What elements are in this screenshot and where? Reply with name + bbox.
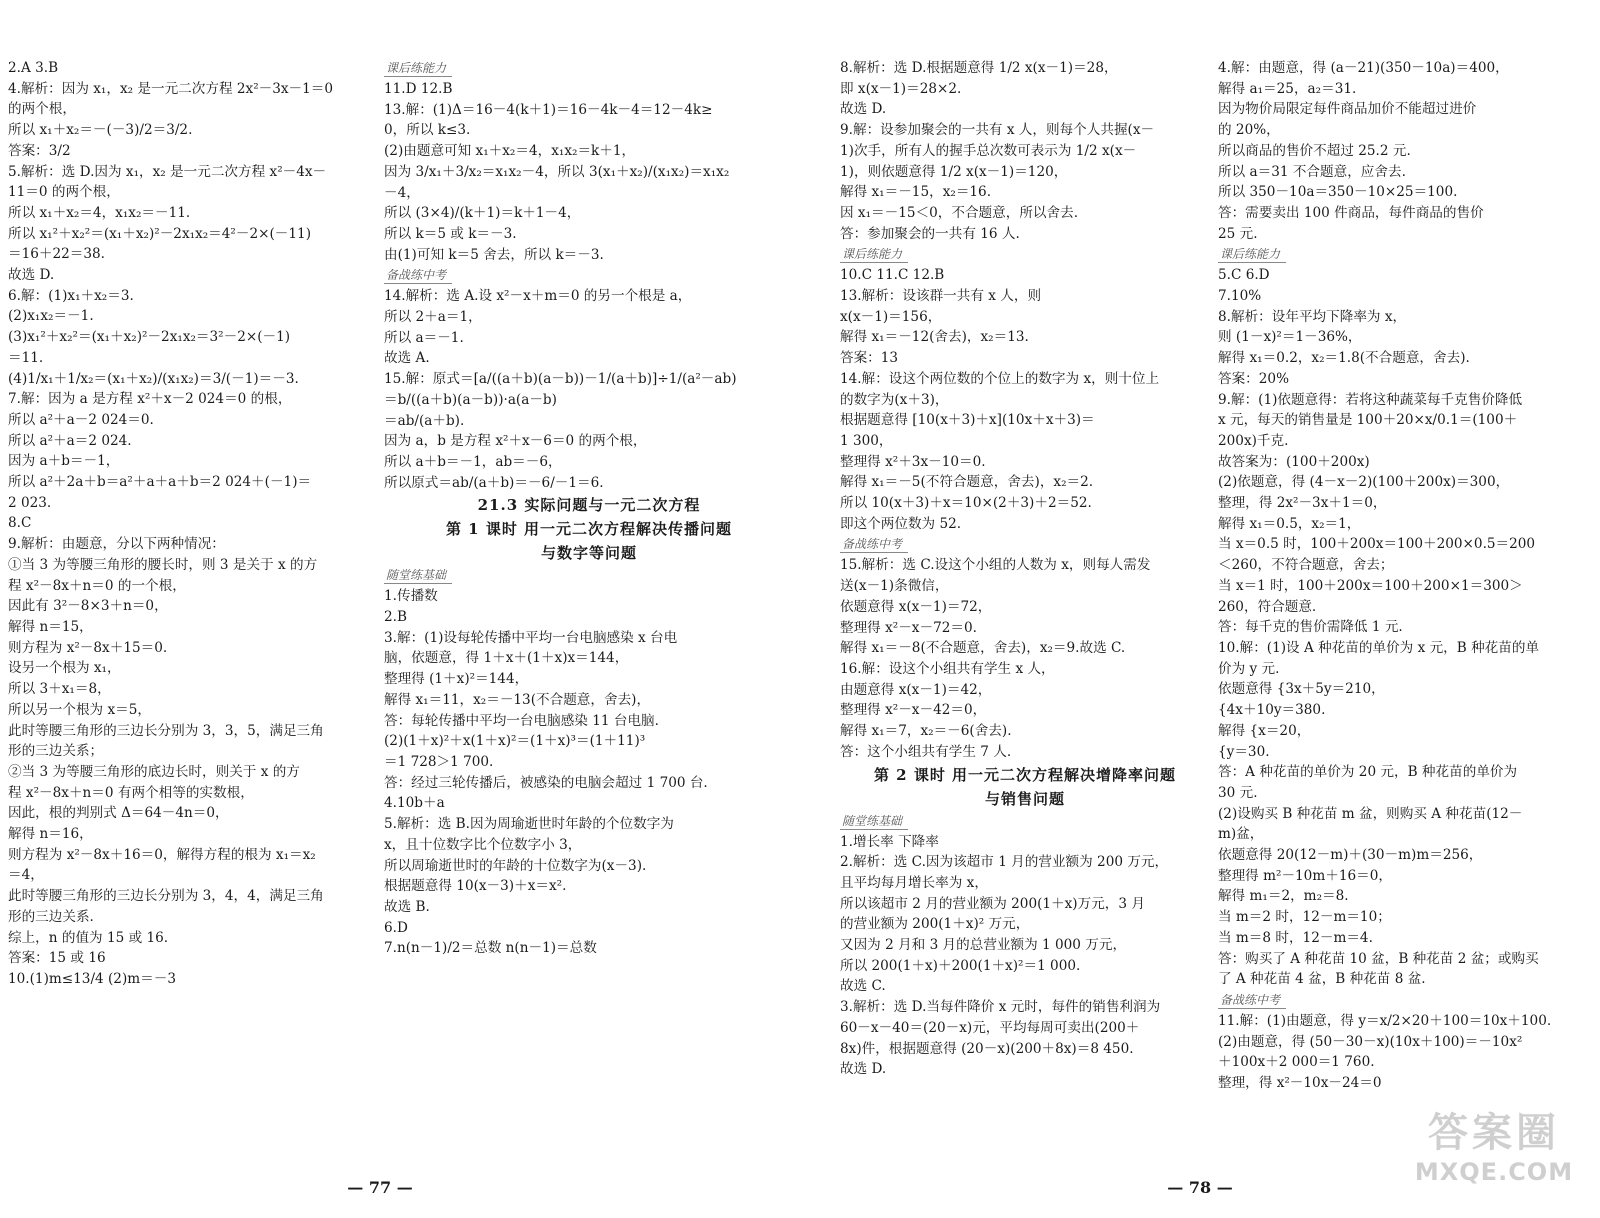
text-line: 所以 k＝5 或 k＝－3.	[384, 225, 517, 242]
text-line: 因此有 3²－8×3＋n＝0，	[8, 598, 168, 615]
text-line: 由(1)可知 k＝5 舍去，所以 k＝－3.	[384, 246, 604, 263]
text-line: 6.解：(1)x₁＋x₂＝3.	[8, 287, 134, 304]
text-line: 故选 B.	[384, 898, 430, 915]
section-tag-row	[1218, 990, 1598, 1011]
text-line: 25 元.	[1218, 225, 1258, 242]
text-line: 所以 x₁²＋x₂²＝(x₁＋x₂)²－2x₁x₂＝4²－2×(－11)	[8, 225, 312, 242]
text-line: 整理，得 x²－10x－24＝0	[1218, 1075, 1382, 1092]
text-line: ＝11.	[8, 349, 44, 366]
text-line: 的 20%，	[1218, 122, 1280, 139]
text-line: 15.解析：选 C.设这个小组的人数为 x，则每人需发	[840, 557, 1151, 574]
text-line: 解得 x₁＝－8(不合题意，舍去)，x₂＝9.故选 C.	[840, 640, 1126, 657]
text-line: 且平均每月增长率为 x，	[840, 874, 988, 891]
text-line: 程 x²－8x＋n＝0 的一个根，	[8, 577, 186, 594]
text-line: 由题意得 x(x－1)＝42，	[840, 681, 992, 698]
section-tag: 课后练能力	[384, 60, 452, 77]
text-line: x 元，每天的销售量是 100＋20×x/0.1＝(100＋	[1218, 412, 1518, 429]
text-line: 8.解析：选 D.根据题意得 1/2 x(x－1)＝28，	[840, 60, 1118, 76]
right-column-1	[840, 58, 1210, 1080]
text-line: 整理，得 2x²－3x＋1＝0，	[1218, 495, 1387, 512]
text-line: 整理得 x²－x－72＝0.	[840, 619, 977, 636]
text-line: 所以原式＝ab/(a＋b)＝－6/－1＝6.	[384, 474, 604, 491]
text-line: 所以 a＝31 不合题意，应舍去.	[1218, 163, 1406, 180]
text-line: 所以 10(x＋3)＋x＝10×(2＋3)＋2＝52.	[840, 495, 1092, 512]
text-line: 的营业额为 200(1＋x)² 万元，	[840, 916, 1030, 933]
text-line: 所以 350－10a＝350－10×25＝100.	[1218, 184, 1458, 201]
text-line: 13.解析：设该群一共有 x 人，则	[840, 288, 1042, 305]
text-line: 因 x₁＝－15＜0，不合题意，所以舍去.	[840, 204, 1079, 221]
text-line: 形的三边关系.	[8, 908, 94, 925]
text-line: 答：每千克的售价需降低 1 元.	[1218, 619, 1403, 636]
text-line: 所以该超市 2 月的营业额为 200(1＋x)万元，3 月	[840, 895, 1145, 912]
section-tag: 课后练能力	[1218, 246, 1286, 263]
text-line: 所以另一个根为 x＝5，	[8, 701, 151, 718]
text-line: 解得 x₁＝7，x₂＝－6(舍去).	[840, 723, 1012, 740]
text-line: 4.10b＋a	[384, 795, 445, 812]
section-tag-row	[384, 265, 794, 286]
text-line: m)盆，	[1218, 826, 1264, 843]
section-tag-row	[840, 534, 1210, 555]
text-line: 故答案为：(100＋200x)	[1218, 453, 1370, 470]
text-line: ＝ab/(a＋b).	[384, 412, 465, 429]
text-line: 即这个两位数为 52.	[840, 515, 962, 532]
text-line: 脑，依题意，得 1＋x＋(1＋x)x＝144，	[384, 650, 629, 667]
text-line: 此时等腰三角形的三边长分别为 3，4，4，满足三角	[8, 888, 324, 905]
text-line: x(x－1)＝156，	[840, 308, 942, 325]
text-line: 解得 x₁＝－15，x₂＝16.	[840, 184, 992, 201]
text-line: 则方程为 x²－8x＋15＝0.	[8, 639, 168, 656]
text-line: (2)(1＋x)²＋x(1＋x)²＝(1＋x)³＝(1＋11)³	[384, 733, 646, 750]
watermark-logo	[1394, 1101, 1594, 1196]
text-line: 所以 x₁＋x₂＝4，x₁x₂＝－11.	[8, 204, 191, 221]
text-line: 因为 a，b 是方程 x²＋x－6＝0 的两个根，	[384, 433, 647, 450]
text-line: 解得 n＝15，	[8, 618, 93, 635]
text-line: 答案：3/2	[8, 142, 71, 159]
section-tag: 随堂练基础	[840, 813, 908, 830]
text-line: 形的三边关系；	[8, 743, 104, 760]
text-line: 当 x＝0.5 时，100＋200x＝100＋200×0.5＝200	[1218, 536, 1536, 553]
text-line: 所以商品的售价不超过 25.2 元.	[1218, 142, 1411, 159]
text-line: (4)1/x₁＋1/x₂＝(x₁＋x₂)/(x₁x₂)＝3/(－1)＝－3.	[8, 370, 299, 387]
page-number: — 78 —	[1167, 1178, 1233, 1197]
text-line: 答：购买了 A 种花苗 10 盆，B 种花苗 2 盆；或购买	[1218, 950, 1539, 967]
text-line: 9.解：(1)依题意得：若将这种蔬菜每千克售价降低	[1218, 391, 1523, 408]
text-line: 故选 A.	[384, 350, 430, 367]
text-line: ＝16＋22＝38.	[8, 246, 105, 263]
text-line: 答：需要卖出 100 件商品，每件商品的售价	[1218, 204, 1484, 221]
text-line: 10.解：(1)设 A 种花苗的单价为 x 元，B 种花苗的单	[1218, 639, 1540, 656]
text-line: (2)依题意，得 (4－x－2)(100＋200x)＝300，	[1218, 474, 1510, 491]
text-line: 依题意得 {3x＋5y＝210，	[1218, 681, 1385, 698]
text-line: 根据题意得 [10(x＋3)＋x](10x＋x＋3)＝	[840, 412, 1095, 429]
text-line: 4.解：由题意，得 (a－21)(350－10a)＝400，	[1218, 60, 1509, 76]
section-heading: 第 1 课时 用一元二次方程解决传播问题	[445, 520, 733, 539]
text-line: 因为物价局限定每件商品加价不能超过进价	[1218, 101, 1477, 118]
text-line: 7.n(n－1)/2＝总数 n(n－1)＝总数	[384, 940, 597, 957]
text-line: 整理得 (1＋x)²＝144，	[384, 671, 529, 688]
section-heading: 与数字等问题	[540, 544, 637, 563]
text-line: 11.D 12.B	[384, 81, 453, 97]
text-line: 答：每轮传播中平均一台电脑感染 11 台电脑.	[384, 712, 659, 729]
section-tag-row	[840, 811, 1210, 832]
text-line: 故选 D.	[8, 267, 55, 284]
text-line: ①当 3 为等腰三角形的腰长时，则 3 是关于 x 的方	[8, 556, 318, 573]
text-line: 13.解：(1)Δ＝16－4(k＋1)＝16－4k－4＝12－4k≥	[384, 101, 713, 118]
text-line: 7.10%	[1218, 288, 1262, 305]
text-line: 当 x＝1 时，100＋200x＝100＋200×1＝300＞	[1218, 577, 1523, 594]
text-line: 所以 a＋b＝－1，ab＝－6，	[384, 453, 562, 470]
text-line: 根据题意得 10(x－3)＋x＝x².	[384, 878, 567, 895]
text-line: 所以 200(1＋x)＋200(1＋x)²＝1 000.	[840, 957, 1081, 974]
section-heading: 与销售问题	[984, 789, 1065, 808]
section-tag-row	[384, 565, 794, 586]
text-line: 2.解析：选 C.因为该超市 1 月的营业额为 200 万元，	[840, 854, 1169, 871]
text-line: 所以 a²＋2a＋b＝a²＋a＋a＋b＝2 024＋(－1)＝	[8, 474, 312, 491]
text-line: 送(x－1)条微信，	[840, 578, 949, 595]
text-line: 故选 C.	[840, 978, 886, 995]
text-line: 解得 x₁＝0.5，x₂＝1，	[1218, 515, 1361, 532]
text-line: 10.C 11.C 12.B	[840, 267, 945, 284]
text-line: 9.解：设参加聚会的一共有 x 人，则每个人共握(x－	[840, 122, 1155, 139]
text-line: ＋100x＋2 000＝1 760.	[1218, 1054, 1375, 1071]
text-line: 所以 x₁＋x₂＝－(－3)/2＝3/2.	[8, 122, 193, 139]
text-line: 答：经过三轮传播后，被感染的电脑会超过 1 700 台.	[384, 774, 708, 791]
text-line: 1)，则依题意得 1/2 x(x－1)＝120，	[840, 163, 1068, 180]
text-line: (2)由题意可知 x₁＋x₂＝4，x₁x₂＝k＋1，	[384, 143, 636, 160]
text-line: 解得 x₁＝0.2，x₂＝1.8(不合题意，舍去).	[1218, 350, 1470, 367]
text-line: 了 A 种花苗 4 盆，B 种花苗 8 盆.	[1218, 971, 1426, 988]
text-line: (2)x₁x₂＝－1.	[8, 308, 94, 325]
text-line: 的数字为(x＋3)，	[840, 391, 949, 408]
text-line: 即 x(x－1)＝28×2.	[840, 80, 962, 97]
text-line: 又因为 2 月和 3 月的总营业额为 1 000 万元，	[840, 937, 1127, 954]
text-line: ＜260，不符合题意，舍去；	[1218, 557, 1394, 574]
text-line: 当 m＝2 时，12－m＝10；	[1218, 909, 1391, 926]
section-tag: 备战练中考	[384, 267, 452, 284]
text-line: ＝1 728＞1 700.	[384, 753, 494, 770]
text-line: (2)设购买 B 种花苗 m 盆，则购买 A 种花苗(12－	[1218, 805, 1523, 822]
text-line: 11＝0 的两个根，	[8, 184, 120, 201]
right-page	[800, 0, 1600, 1218]
text-line: 15.解：原式＝[a/((a＋b)(a－b))－1/(a＋b)]÷1/(a²－ab)	[384, 371, 737, 388]
text-line: 14.解析：选 A.设 x²－x＋m＝0 的另一个根是 a，	[384, 288, 692, 305]
text-line: 2.B	[384, 609, 407, 626]
watermark-logo-text: 答案圈	[1428, 1110, 1560, 1156]
section-tag: 课后练能力	[840, 246, 908, 263]
text-line: －4，	[384, 184, 420, 201]
left-column-1	[8, 58, 368, 990]
section-heading: 第 2 课时 用一元二次方程解决增降率问题	[873, 765, 1177, 784]
text-line: 1.传播数	[384, 588, 438, 605]
text-line: 设另一个根为 x₁，	[8, 660, 121, 677]
text-line: 所以周瑜逝世时的年龄的十位数字为(x－3).	[384, 857, 647, 874]
text-line: {4x＋10y＝380.	[1218, 702, 1326, 719]
text-line: 答案：15 或 16	[8, 950, 106, 967]
text-line: 5.解析：选 B.因为周瑜逝世时年龄的个位数字为	[384, 816, 674, 833]
section-heading: 21.3 实际问题与一元二次方程	[477, 496, 701, 515]
text-line: 故选 D.	[840, 101, 887, 118]
text-line: 4.解析：因为 x₁，x₂ 是一元二次方程 2x²－3x－1＝0	[8, 80, 334, 97]
text-line: 16.解：设这个小组共有学生 x 人，	[840, 660, 1055, 677]
text-line: 则 (1－x)²＝1－36%，	[1218, 329, 1362, 346]
right-column-2	[1218, 58, 1598, 1094]
text-line: 9.解析：由题意，分以下两种情况：	[8, 536, 225, 553]
text-line: 10.(1)m≤13/4 (2)m＝－3	[8, 970, 176, 987]
text-line: 所以 a²＋a＝2 024.	[8, 432, 132, 449]
text-line: 答：A 种花苗的单价为 20 元，B 种花苗的单价为	[1218, 764, 1518, 781]
text-line: 1.增长率 下降率	[840, 833, 939, 850]
text-line: 因为 a＋b＝－1，	[8, 453, 120, 470]
text-line: 200x)千克.	[1218, 432, 1289, 449]
text-line: 答：这个小组共有学生 7 人.	[840, 743, 1012, 760]
text-line: 答案：13	[840, 350, 899, 367]
section-tag-row	[384, 58, 794, 79]
text-line: 60－x－40＝(20－x)元，平均每周可卖出(200＋	[840, 1019, 1140, 1036]
text-line: 6.D	[384, 919, 408, 936]
text-line: 则方程为 x²－8x＋16＝0，解得方程的根为 x₁＝x₂	[8, 846, 316, 863]
text-line: ＝4，	[8, 867, 44, 884]
left-column-2	[384, 58, 794, 959]
text-line: 解得 n＝16，	[8, 826, 93, 843]
watermark-site-text: MXQE.COM	[1414, 1158, 1574, 1186]
text-line: 2.A 3.B	[8, 60, 59, 76]
text-line: (2)由题意，得 (50－30－x)(10x＋100)＝－10x²	[1218, 1033, 1523, 1050]
text-line: 2 023.	[8, 494, 52, 511]
section-tag: 备战练中考	[840, 536, 908, 553]
text-line: 程 x²－8x＋n＝0 有两个相等的实数根，	[8, 784, 254, 801]
text-line: 依题意得 x(x－1)＝72，	[840, 598, 992, 615]
text-line: 7.解：因为 a 是方程 x²＋x－2 024＝0 的根，	[8, 391, 292, 408]
text-line: 解得 {x＝20，	[1218, 722, 1311, 739]
text-line: {y＝30.	[1218, 743, 1270, 760]
text-line: 14.解：设这个两位数的个位上的数字为 x，则十位上	[840, 370, 1160, 387]
text-line: 5.解析：选 D.因为 x₁，x₂ 是一元二次方程 x²－4x－	[8, 163, 327, 180]
text-line: 8x)件，根据题意得 (20－x)(200＋8x)＝8 450.	[840, 1040, 1134, 1057]
text-line: 因为 3/x₁＋3/x₂＝x₁x₂－4，所以 3(x₁＋x₂)/(x₁x₂)＝x₁x₂	[384, 163, 730, 180]
text-line: 3.解析：选 D.当每件降价 x 元时，每件的销售利润为	[840, 999, 1161, 1016]
text-line: 综上，n 的值为 15 或 16.	[8, 929, 169, 946]
page-number: — 77 —	[347, 1178, 413, 1197]
text-line: 0，所以 k≤3.	[384, 122, 471, 139]
text-line: 所以 2＋a＝1，	[384, 309, 482, 326]
text-line: 260，符合题意.	[1218, 598, 1317, 615]
text-line: 此时等腰三角形的三边长分别为 3，3，5，满足三角	[8, 722, 324, 739]
text-line: 解得 x₁＝－12(舍去)，x₂＝13.	[840, 329, 1029, 346]
text-line: 整理得 m²－10m＋16＝0，	[1218, 867, 1392, 884]
text-line: 所以 a＝－1.	[384, 329, 464, 346]
text-line: 答案：20%	[1218, 370, 1289, 387]
text-line: 1)次手，所有人的握手总次数可表示为 1/2 x(x－	[840, 142, 1137, 159]
text-line: 价为 y 元.	[1218, 660, 1280, 677]
text-line: 解得 x₁＝11，x₂＝－13(不合题意，舍去)，	[384, 691, 651, 708]
text-line: 解得 x₁＝－5(不符合题意，舍去)，x₂＝2.	[840, 474, 1094, 491]
text-line: 所以 3＋x₁＝8，	[8, 681, 111, 698]
text-line: 3.解：(1)设每轮传播中平均一台电脑感染 x 台电	[384, 629, 678, 646]
text-line: 故选 D.	[840, 1061, 887, 1078]
section-tag-row	[840, 244, 1210, 265]
text-line: 11.解：(1)由题意，得 y＝x/2×20＋100＝10x＋100.	[1218, 1012, 1552, 1029]
section-tag-row	[1218, 244, 1598, 265]
text-line: 整理得 x²－x－42＝0，	[840, 702, 987, 719]
text-line: 5.C 6.D	[1218, 267, 1270, 284]
text-line: 所以 a²＋a－2 024＝0.	[8, 411, 154, 428]
text-line: 8.解析：设年平均下降率为 x，	[1218, 308, 1407, 325]
section-tag: 随堂练基础	[384, 567, 452, 584]
section-tag: 备战练中考	[1218, 992, 1286, 1009]
text-line: 解得 m₁＝2，m₂＝8.	[1218, 888, 1349, 905]
text-line: 因此，根的判别式 Δ＝64－4n＝0，	[8, 805, 229, 822]
text-line: (3)x₁²＋x₂²＝(x₁＋x₂)²－2x₁x₂＝3²－2×(－1)	[8, 329, 291, 346]
text-line: 30 元.	[1218, 784, 1258, 801]
text-line: 1 300，	[840, 432, 893, 449]
text-line: 依题意得 20(12－m)＋(30－m)m＝256，	[1218, 847, 1483, 864]
text-line: 的两个根，	[8, 101, 76, 118]
text-line: 解得 a₁＝25，a₂＝31.	[1218, 80, 1357, 97]
text-line: ②当 3 为等腰三角形的底边长时，则关于 x 的方	[8, 763, 300, 780]
text-line: x，且十位数字比个位数字小 3，	[384, 836, 582, 853]
text-line: 整理得 x²＋3x－10＝0.	[840, 453, 986, 470]
text-line: 答：参加聚会的一共有 16 人.	[840, 225, 1020, 242]
text-line: 当 m＝8 时，12－m＝4.	[1218, 929, 1373, 946]
text-line: ＝b/((a＋b)(a－b))·a(a－b)	[384, 391, 557, 408]
text-line: 所以 (3×4)/(k＋1)＝k＋1－4，	[384, 205, 581, 222]
text-line: 8.C	[8, 515, 32, 532]
